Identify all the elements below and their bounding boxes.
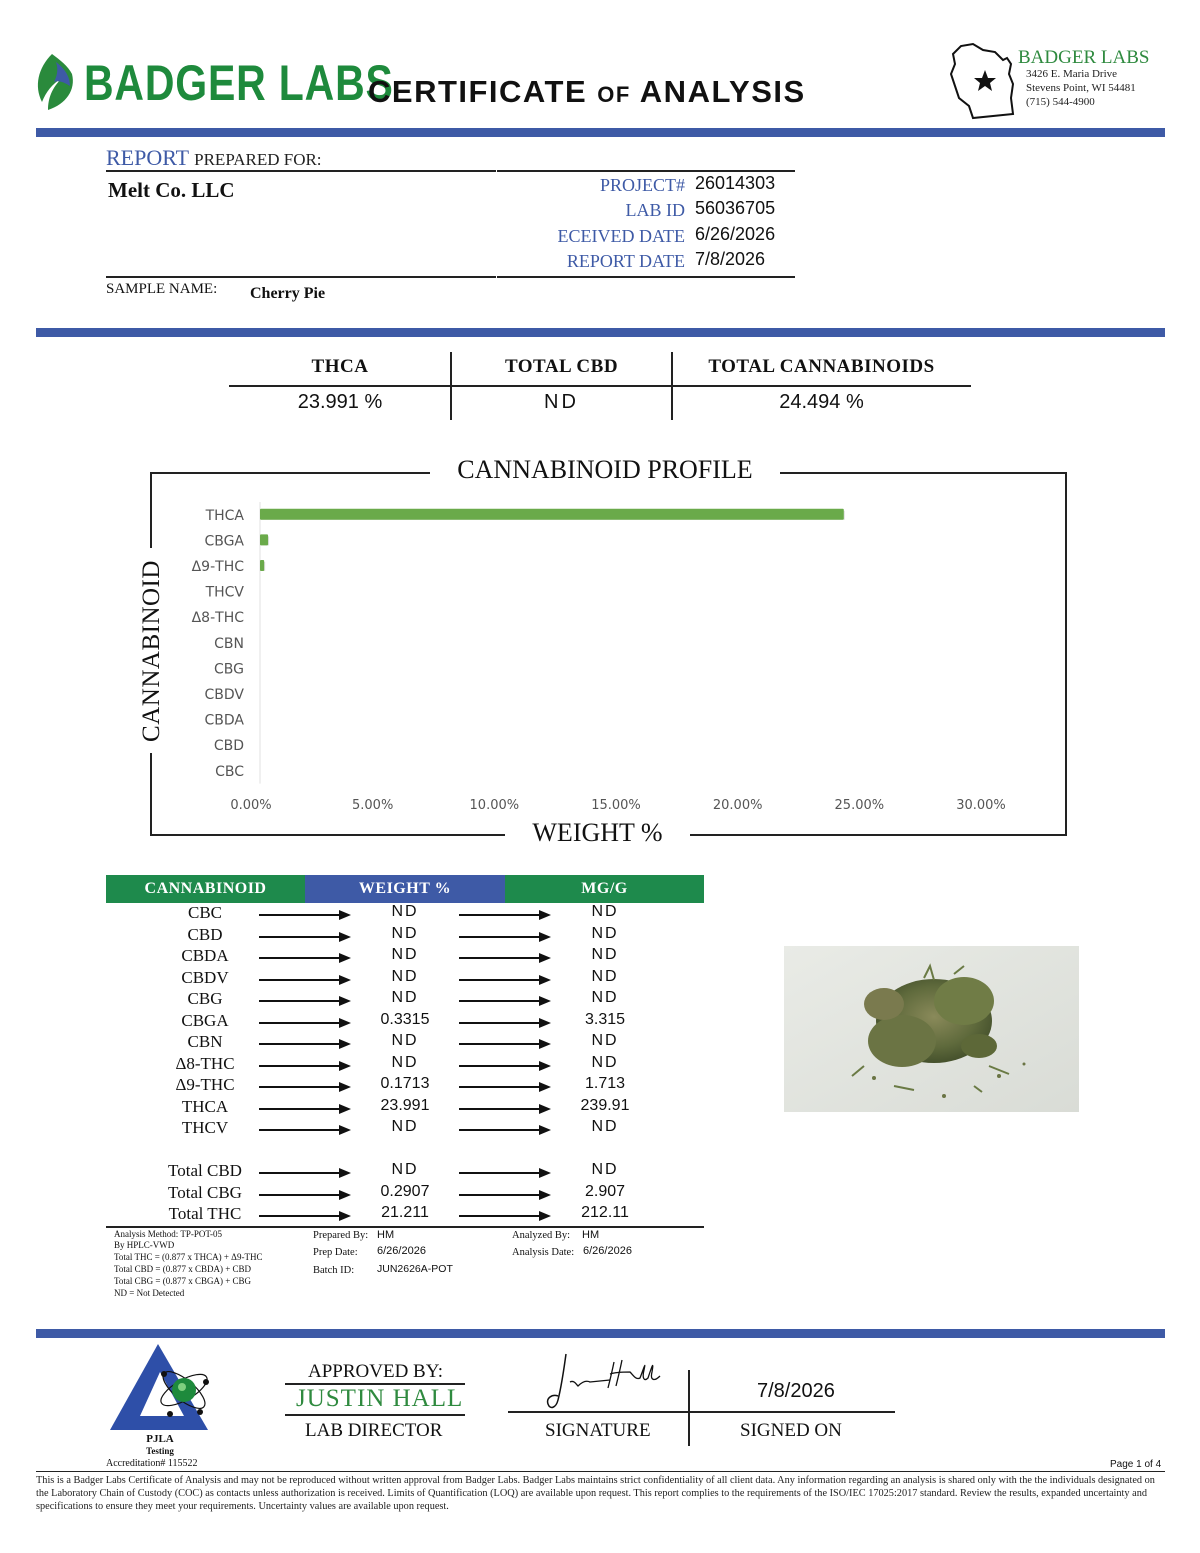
- chart-category-label: THCV: [205, 584, 244, 601]
- report-date-label: REPORT DATE: [566, 251, 685, 271]
- chart-y-axis-label-text: CANNABINOID: [138, 559, 165, 742]
- signed-on-date: 7/8/2026: [757, 1380, 835, 1402]
- approved-by-label: APPROVED BY:: [308, 1361, 443, 1382]
- table-row-weight: ND: [391, 1118, 419, 1135]
- note-total-cbg: Total CBG = (0.877 x CBGA) + CBG: [114, 1276, 252, 1286]
- arrow-icon: [459, 1017, 551, 1029]
- batch-id-label: Batch ID:: [313, 1265, 355, 1276]
- sample-name-value: Cherry Pie: [250, 285, 326, 302]
- table-row-weight: 0.3315: [380, 1010, 430, 1028]
- pjla-accreditation-logo: [108, 1342, 218, 1432]
- arrow-icon: [459, 1210, 551, 1222]
- chart-category-label: CBDV: [204, 687, 244, 703]
- lab-address-line2: Stevens Point, WI 54481: [1026, 82, 1136, 94]
- arrow-icon: [259, 952, 351, 964]
- signature-divider: [688, 1370, 690, 1446]
- table-row-name: CBGA: [181, 1010, 229, 1030]
- prep-date-value: 6/26/2026: [377, 1245, 426, 1257]
- arrow-icon: [459, 1081, 551, 1093]
- table-row-name: Δ8-THC: [175, 1053, 235, 1073]
- table-row-name: CBDA: [181, 946, 229, 965]
- arrow-icon: [259, 1124, 351, 1136]
- chart-x-tick-label: 5.00%: [352, 798, 394, 813]
- report-date-value: 7/8/2026: [695, 249, 766, 269]
- summary-thca-value: 23.991 %: [297, 391, 383, 413]
- footer-divider: [36, 1329, 1165, 1338]
- title-word-certificate: CERTIFICATE: [368, 74, 588, 109]
- received-date-value: 6/26/2026: [695, 224, 776, 244]
- document-title: [368, 74, 806, 110]
- chart-category-label: CBC: [215, 763, 244, 780]
- table-row-name: CBDV: [181, 967, 229, 987]
- table-row-weight: ND: [391, 946, 419, 963]
- table-row-name: THCA: [181, 1096, 229, 1116]
- table-row-weight: ND: [391, 967, 419, 985]
- chart-bar: [260, 534, 268, 545]
- arrow-icon: [459, 974, 551, 986]
- sample-name-label: SAMPLE NAME:: [106, 281, 218, 297]
- chart-category-label: Δ9-THC: [191, 559, 244, 575]
- prepared-for-words: PREPARED FOR:: [194, 150, 322, 169]
- table-row-weight: ND: [391, 1032, 419, 1049]
- chart-category-label: CBGA: [204, 533, 244, 550]
- report-divider: [36, 328, 1165, 337]
- accreditation-number: Accreditation# 115522: [106, 1458, 198, 1469]
- prepared-by-value: HM: [377, 1229, 395, 1241]
- page-number: Page 1 of 4: [1110, 1459, 1162, 1470]
- project-value: 26014303: [695, 173, 776, 193]
- batch-id-value: JUN2626A-POT: [377, 1263, 453, 1275]
- report-word: REPORT: [106, 145, 189, 170]
- table-row-mg: ND: [591, 1161, 619, 1178]
- chart-x-tick-label: 15.00%: [591, 798, 641, 813]
- disclaimer-rule: [36, 1471, 1165, 1472]
- project-label: PROJECT#: [599, 175, 685, 195]
- approver-rule: [285, 1414, 465, 1416]
- table-row-weight: ND: [391, 989, 419, 1006]
- col-header-mg: MG/G: [505, 875, 704, 903]
- table-row-name: Total CBD: [168, 1161, 242, 1180]
- arrow-icon: [259, 974, 351, 986]
- chart-bar: [260, 560, 264, 571]
- table-row-mg: 2.907: [584, 1182, 626, 1200]
- analyzed-by-value: HM: [582, 1229, 600, 1241]
- approver-role: LAB DIRECTOR: [305, 1420, 443, 1441]
- client-block-bottom-rule: [106, 276, 496, 278]
- chart-category-label: CBDA: [204, 712, 244, 729]
- table-row-name: Total THC: [168, 1204, 242, 1223]
- table-row-mg: 1.713: [584, 1075, 626, 1092]
- title-word-analysis: ANALYSIS: [639, 74, 806, 109]
- project-block-bottom-rule: [497, 276, 795, 278]
- table-row-mg: ND: [591, 967, 619, 985]
- pjla-name: PJLA: [146, 1433, 174, 1445]
- arrow-icon: [259, 1038, 351, 1050]
- table-row-weight: ND: [391, 924, 419, 942]
- chart-x-tick-label: 30.00%: [956, 798, 1006, 813]
- summary-thca-label: THCA: [311, 356, 369, 377]
- table-row-mg: ND: [591, 1053, 619, 1071]
- arrow-icon: [459, 1189, 551, 1201]
- lab-id-label: LAB ID: [625, 200, 685, 220]
- project-block-top-rule: [497, 170, 795, 172]
- table-row-name: CBC: [187, 903, 223, 922]
- table-row-mg: 3.315: [584, 1010, 626, 1028]
- table-row-mg: ND: [591, 1032, 619, 1049]
- arrow-icon: [259, 1167, 351, 1179]
- lab-address-line1: 3426 E. Maria Drive: [1026, 68, 1118, 80]
- note-total-cbd: Total CBD = (0.877 x CBDA) + CBD: [114, 1264, 252, 1274]
- title-word-of: OF: [597, 82, 631, 107]
- pjla-testing: Testing: [146, 1446, 174, 1456]
- chart-x-tick-label: 20.00%: [712, 798, 763, 813]
- chart-y-axis-label: [135, 548, 169, 753]
- arrow-icon: [459, 931, 551, 943]
- table-row-mg: ND: [591, 903, 619, 920]
- header-divider: [36, 128, 1165, 137]
- table-row-mg: 239.91: [580, 1096, 630, 1114]
- prepared-by-label: Prepared By:: [313, 1230, 369, 1241]
- arrow-icon: [459, 1124, 551, 1136]
- table-row-weight: ND: [391, 903, 419, 920]
- note-nd: ND = Not Detected: [114, 1288, 185, 1298]
- lab-phone: (715) 544-4900: [1026, 96, 1095, 108]
- table-row-mg: ND: [591, 946, 619, 963]
- chart-category-label: THCA: [205, 507, 244, 524]
- table-bottom-rule: [106, 1226, 704, 1228]
- table-row-weight: 23.991: [380, 1096, 430, 1114]
- sample-photo: [784, 946, 1079, 1112]
- client-name: Melt Co. LLC: [108, 178, 235, 202]
- arrow-icon: [259, 1017, 351, 1029]
- chart-category-label: CBG: [214, 661, 244, 678]
- badger-labs-leaf-logo: [30, 52, 80, 114]
- signature-rule: [508, 1411, 895, 1413]
- arrow-icon: [459, 1167, 551, 1179]
- arrow-icon: [259, 1081, 351, 1093]
- lab-name: BADGER LABS: [1018, 47, 1150, 68]
- prepared-for-underline: [106, 170, 496, 172]
- arrow-icon: [459, 1103, 551, 1115]
- arrow-icon: [259, 909, 351, 921]
- summary-header-rule: [229, 385, 971, 387]
- note-hplc: By HPLC-VWD: [114, 1240, 175, 1250]
- handwritten-signature: [540, 1350, 670, 1412]
- arrow-icon: [459, 952, 551, 964]
- arrow-icon: [459, 1038, 551, 1050]
- arrow-icon: [259, 1210, 351, 1222]
- chart-x-tick-label: 10.00%: [469, 798, 520, 813]
- chart-category-label: Δ8-THC: [191, 610, 244, 627]
- table-row-weight: ND: [391, 1161, 419, 1178]
- chart-x-tick-label: 25.00%: [834, 798, 885, 813]
- summary-total-cbd-value: ND: [544, 391, 579, 413]
- table-row-weight: 0.2907: [380, 1182, 430, 1200]
- chart-title: CANNABINOID PROFILE: [430, 455, 780, 485]
- arrow-icon: [259, 931, 351, 943]
- note-total-thc: Total THC = (0.877 x THCA) + Δ9-THC: [114, 1252, 263, 1262]
- approver-name: JUSTIN HALL: [296, 1385, 464, 1412]
- table-row-weight: 0.1713: [380, 1075, 430, 1092]
- chart-category-label: CBD: [213, 738, 244, 755]
- summary-total-cannabinoids-label: TOTAL CANNABINOIDS: [708, 356, 935, 377]
- disclaimer-text: This is a Badger Labs Certificate of Analysis and may not be reproduced without written approval from Badger Labs. Badger Labs maintains strict confidentiality of all client data. Any information regarding an analysis is shared only with the the individuals designated on the Laboratory Chain of Custody (COC) as contacts unless authorization is received. Limits of Quantification (LOQ) are available upon request. This report complies to the requirements of the ISO/IEC 17025:2017 standard. Review the results, expanded uncertainty and specifications to ensure they meet your requirements. Uncertainty values are available upon request.: [36, 1475, 1155, 1512]
- signed-on-label: SIGNED ON: [740, 1420, 842, 1441]
- table-row-mg: ND: [591, 1118, 619, 1135]
- pjla-label: [120, 1433, 200, 1457]
- col-header-cannabinoid: CANNABINOID: [106, 875, 305, 903]
- cannabinoid-profile-chart: [150, 490, 1067, 820]
- chart-bar: [260, 509, 844, 520]
- chart-x-tick-label: 0.00%: [230, 798, 272, 813]
- table-row-weight: 21.211: [381, 1204, 429, 1221]
- summary-total-cannabinoids-value: 24.494 %: [779, 391, 864, 413]
- table-row-name: CBD: [187, 924, 223, 944]
- chart-x-axis-label: WEIGHT %: [505, 818, 690, 848]
- received-date-label: ECEIVED DATE: [557, 226, 685, 246]
- analyzed-by-label: Analyzed By:: [512, 1230, 571, 1241]
- arrow-icon: [459, 909, 551, 921]
- arrow-icon: [259, 1060, 351, 1072]
- table-row-name: Δ9-THC: [175, 1075, 235, 1094]
- analysis-date-label: Analysis Date:: [512, 1247, 575, 1258]
- table-row-mg: ND: [591, 924, 619, 942]
- logo-text: BADGER LABS: [84, 55, 394, 111]
- summary-total-cbd-label: TOTAL CBD: [504, 356, 619, 377]
- arrow-icon: [259, 1103, 351, 1115]
- table-row-mg: 212.11: [581, 1204, 629, 1221]
- signature-label: SIGNATURE: [545, 1420, 651, 1441]
- lab-id-value: 56036705: [695, 198, 776, 218]
- table-row-weight: ND: [391, 1053, 419, 1071]
- wisconsin-map-icon: [945, 40, 1020, 122]
- table-row-name: CBN: [187, 1032, 223, 1051]
- analysis-date-value: 6/26/2026: [583, 1245, 632, 1257]
- chart-category-label: CBN: [214, 635, 244, 652]
- note-method: Analysis Method: TP-POT-05: [114, 1229, 223, 1239]
- report-prepared-for-label: [106, 145, 322, 171]
- table-row-name: CBG: [187, 989, 223, 1008]
- table-row-mg: ND: [591, 989, 619, 1006]
- arrow-icon: [459, 995, 551, 1007]
- table-row-name: Total CBG: [168, 1182, 242, 1202]
- arrow-icon: [459, 1060, 551, 1072]
- arrow-icon: [259, 1189, 351, 1201]
- col-header-weight: WEIGHT %: [305, 875, 505, 903]
- arrow-icon: [259, 995, 351, 1007]
- prep-date-label: Prep Date:: [313, 1247, 358, 1258]
- table-row-name: THCV: [181, 1118, 229, 1137]
